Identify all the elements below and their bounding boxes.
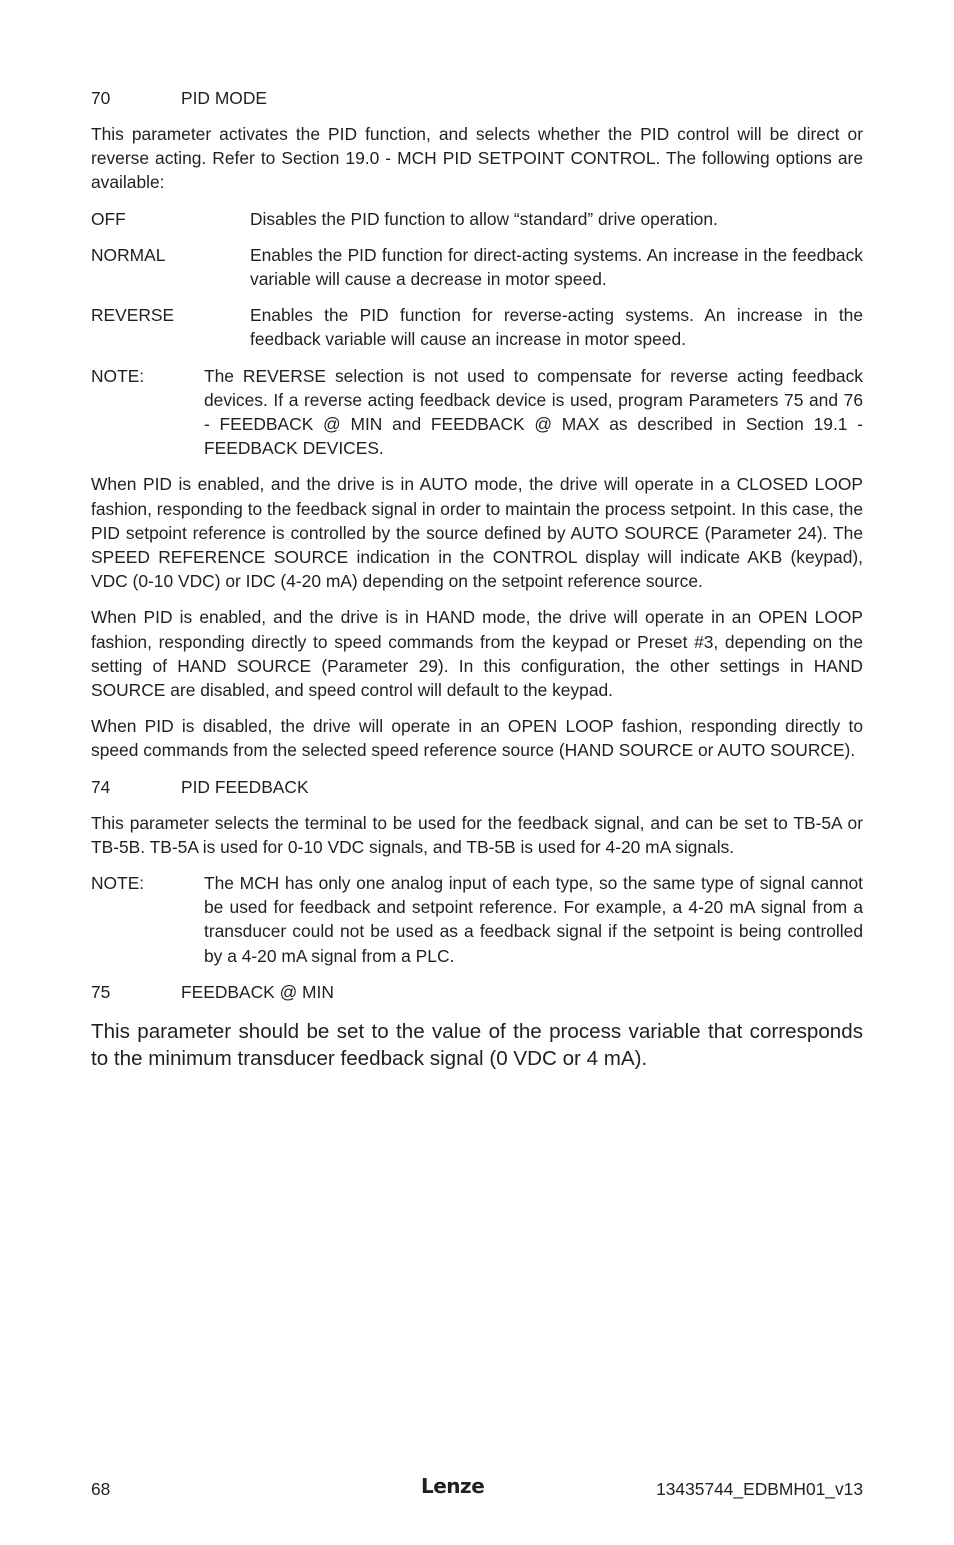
document-id: 13435744_EDBMH01_v13 — [656, 1479, 863, 1499]
option-term: REVERSE — [91, 305, 175, 326]
note-label: NOTE: — [91, 365, 145, 386]
section-heading-70 — [91, 86, 863, 110]
parameter-title: FEEDBACK @ MIN — [181, 981, 334, 1002]
note-block — [91, 871, 863, 968]
section-heading-74 — [91, 775, 863, 799]
option-row-off — [91, 207, 863, 231]
page-body — [91, 86, 863, 1072]
parameter-number: 70 — [91, 88, 111, 108]
option-description: Disables the PID function to allow “standard” drive operation. — [250, 208, 718, 229]
section-intro: This parameter selects the terminal to be used for the feedback signal, and can be set to TB-5A or TB-5B. TB-5A is used for 0-10 VDC signals, and TB-5B is used for 4-20 mA signals. — [91, 812, 863, 857]
option-term: NORMAL — [91, 244, 166, 265]
option-term: OFF — [91, 208, 126, 229]
parameter-number: 74 — [91, 776, 111, 797]
note-label: NOTE: — [91, 873, 145, 894]
lenze-logo: Lenze — [421, 1474, 485, 1498]
section-intro: This parameter should be set to the value of the process variable that corresponds to the minimum transducer feedback signal (0 VDC or 4 mA). — [91, 1019, 863, 1070]
parameter-title: PID MODE — [181, 88, 267, 108]
section-intro: This parameter activates the PID function, and selects whether the PID control will be direct or reverse acting. Refer to Section 19.0 - MCH PID SETPOINT CONTROL. The following options are available: — [91, 124, 863, 193]
section-heading-75 — [91, 980, 863, 1004]
note-text: The REVERSE selection is not used to compensate for reverse acting feedback devices. If a reverse acting feedback device is used, program Parameters 75 and 76 - FEEDBACK @ MIN and FEEDBACK @ MAX as described in Section 19.1 - FEEDBACK DEVICES. — [204, 365, 863, 459]
page-number: 68 — [91, 1479, 111, 1499]
note-text: The MCH has only one analog input of each type, so the same type of signal cannot be used for feedback and setpoint reference. For example, a 4-20 mA signal from a transducer could not be used as a feedback signal if the setpoint is being controlled by a 4-20 mA signal from a PLC. — [204, 873, 863, 966]
paragraph: When PID is disabled, the drive will operate in an OPEN LOOP fashion, responding directly to speed commands from the selected speed reference source (HAND SOURCE or AUTO SOURCE). — [91, 716, 863, 761]
option-description: Enables the PID function for direct-acting systems. An increase in the feedback variable will cause a decrease in motor speed. — [250, 244, 863, 290]
option-description: Enables the PID function for reverse-acting systems. An increase in the feedback variable will cause an increase in motor speed. — [250, 305, 863, 350]
page-footer — [91, 1474, 863, 1503]
option-row-reverse — [91, 303, 863, 351]
parameter-title: PID FEEDBACK — [181, 776, 309, 797]
paragraph: When PID is enabled, and the drive is in HAND mode, the drive will operate in an OPEN LOOP fashion, responding directly to speed commands from the keypad or Preset #3, depending on the setting of HAND SOURCE (Parameter 29). In this conﬁguration, the other settings in HAND SOURCE are disabled, and speed control will default to the keypad. — [91, 607, 863, 701]
option-row-normal — [91, 243, 863, 291]
paragraph: When PID is enabled, and the drive is in AUTO mode, the drive will operate in a CLOSED LOOP fashion, responding to the feedback signal in order to maintain the process setpoint. In this case, the PID setpoint reference is controlled by the source deﬁned by AUTO SOURCE (Parameter 24). The SPEED REFERENCE SOURCE indication in the CONTROL display will indicate AKB (keypad), VDC (0-10 VDC) or IDC (4-20 mA) depending on the setpoint reference source. — [91, 474, 863, 592]
parameter-number: 75 — [91, 981, 111, 1002]
note-block — [91, 364, 863, 461]
